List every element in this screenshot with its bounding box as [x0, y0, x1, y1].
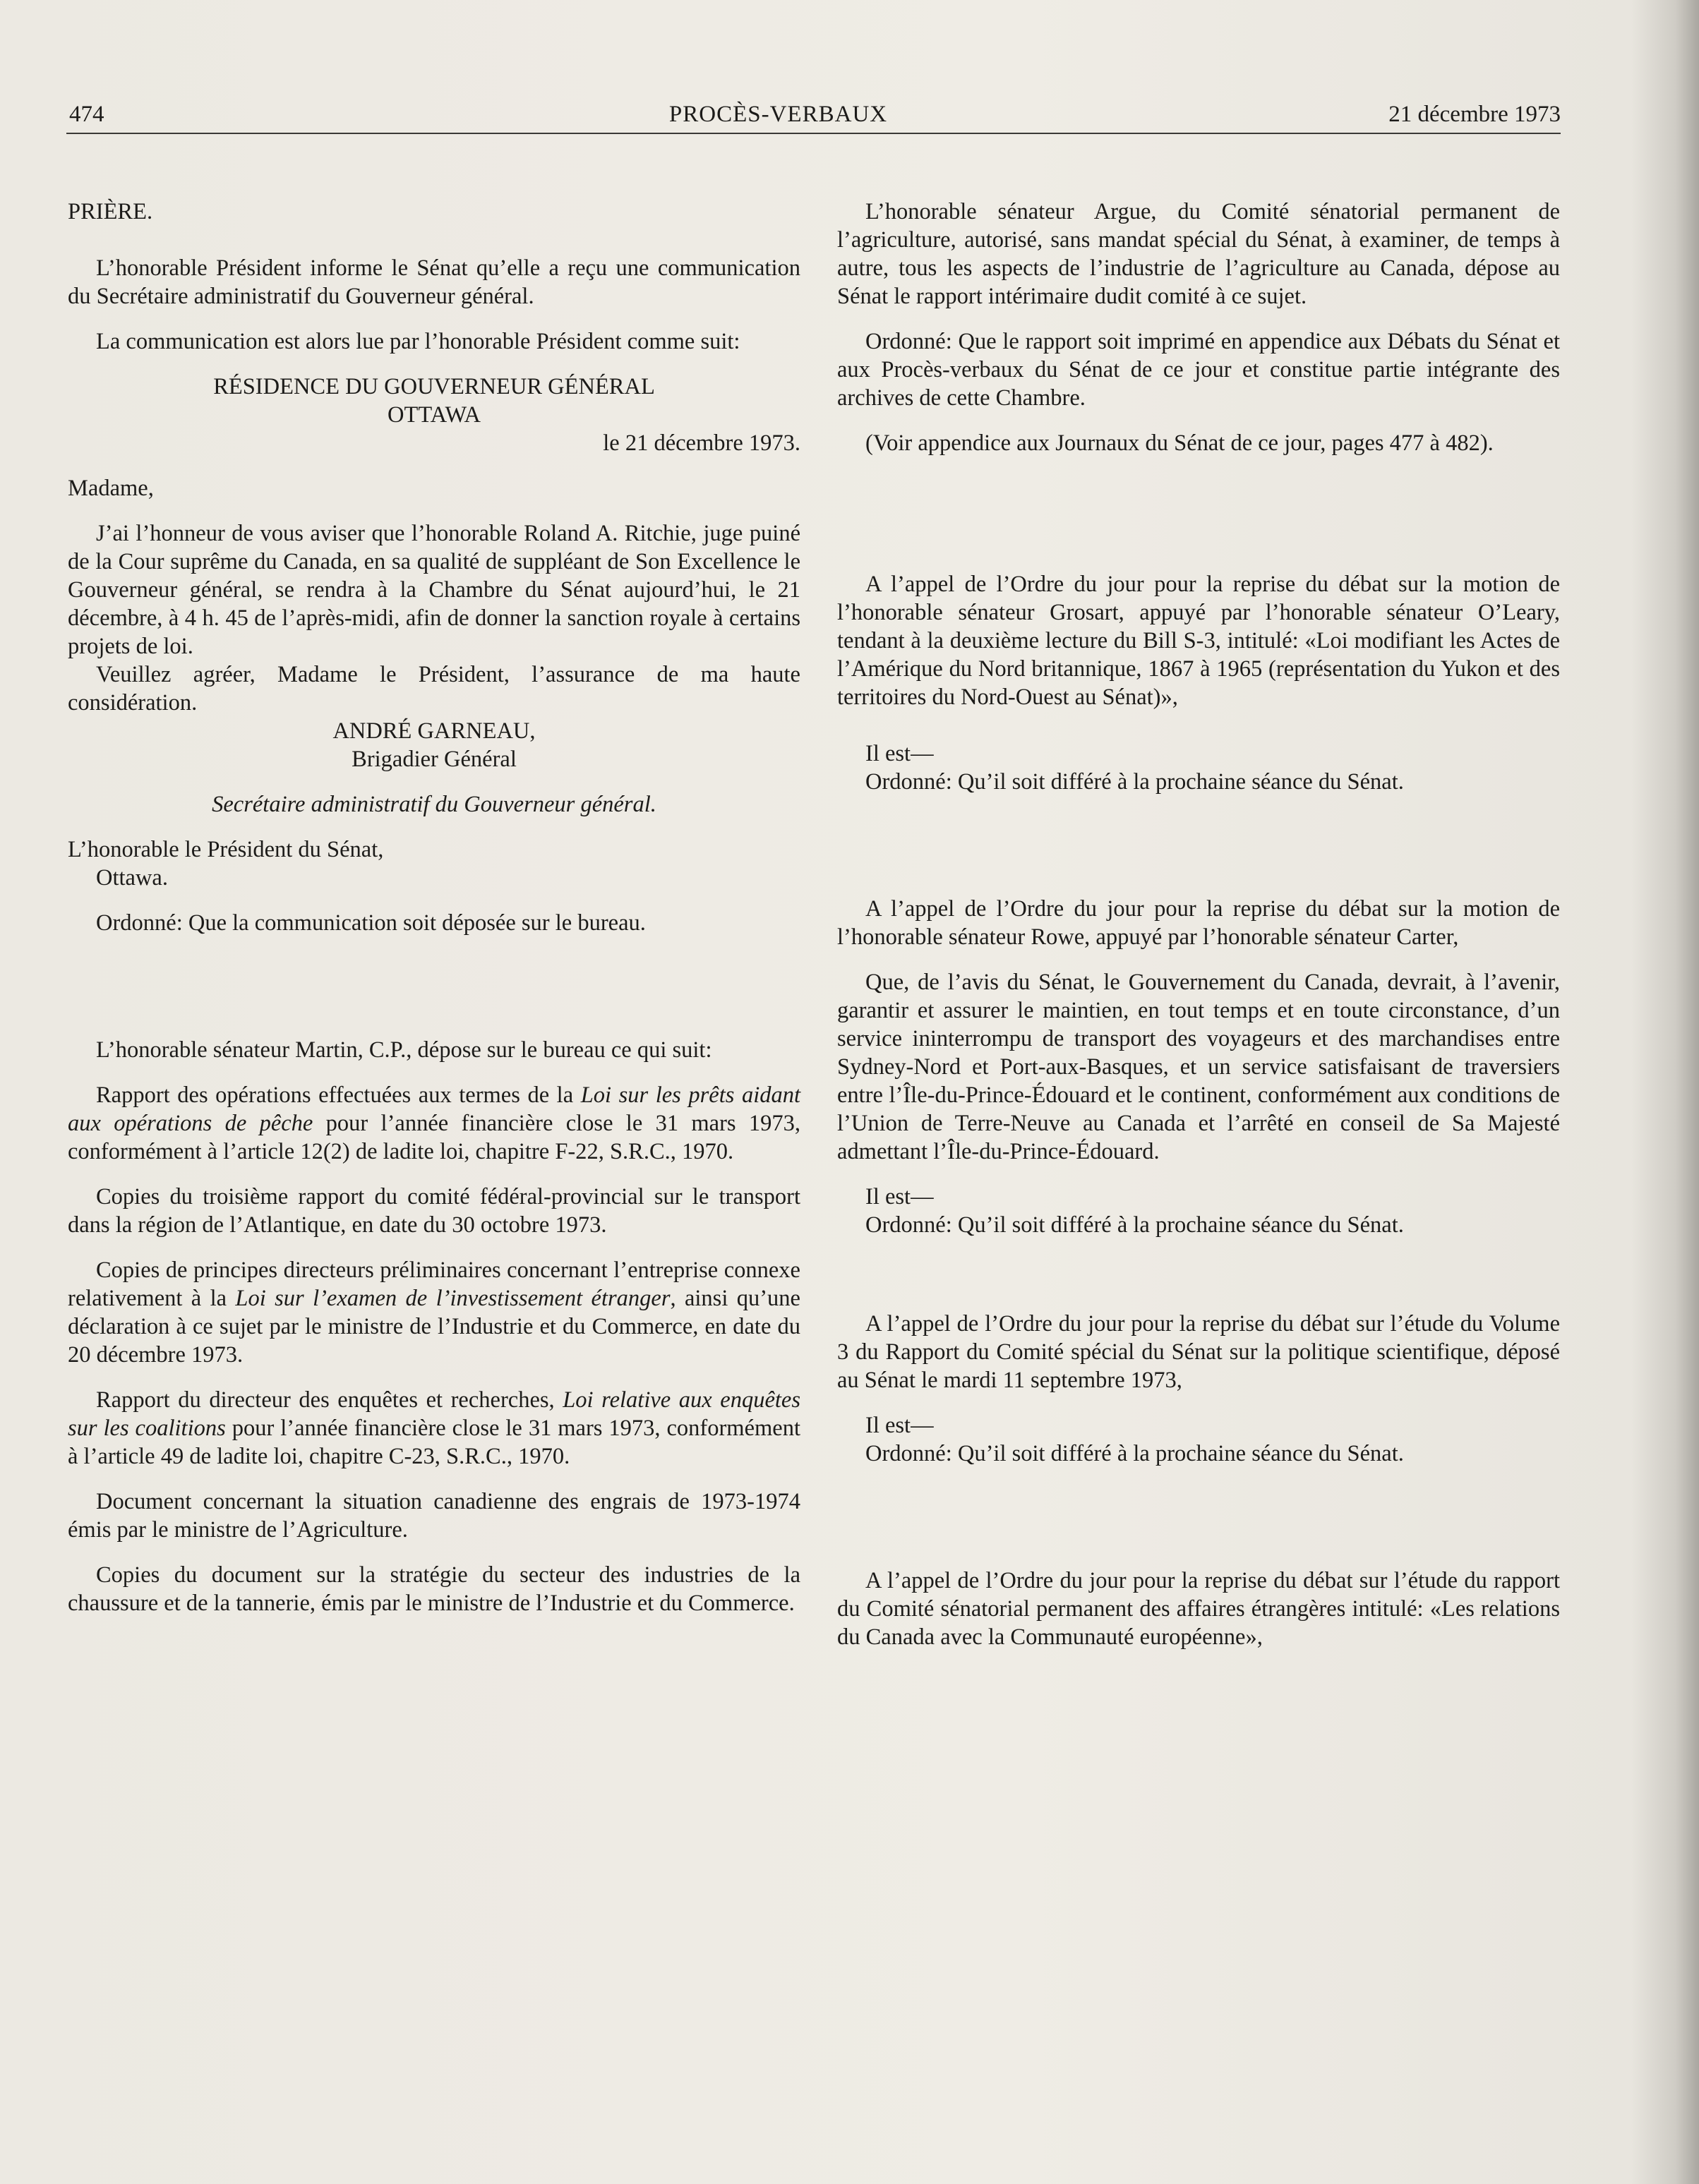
letter-date: le 21 décembre 1973.	[603, 430, 800, 456]
letter-heading-city: OTTAWA	[388, 402, 481, 428]
running-title: PROCÈS-VERBAUX	[668, 102, 888, 127]
document-item: Copies du troisième rapport du comité fédéral-provincial sur le transport dans la région de l’Atlantique, en date du 30 octobre 1973.	[68, 1184, 800, 1238]
paragraph-rowe: A l’appel de l’Ordre du jour pour la reprise du débat sur la motion de l’honorable sénateur Rowe, appuyé par l’honorable sénateur Carter,	[837, 896, 1560, 950]
letter-salutation: Madame,	[68, 476, 154, 501]
paragraph-grosart: A l’appel de l’Ordre du jour pour la reprise du débat sur la motion de l’honorable sénateur Grosart, appuyé par l’honorable sénateur O’Leary, tendant à la deuxième lecture du Bill S-3, intitulé: «Loi modifiant les Actes de l’Amérique du Nord britannique, 1867 à 1965 (représentation du Yukon et des territoires du Nord-Ouest au Sénat)»,	[837, 572, 1560, 710]
document-item: Copies de principes directeurs préliminaires concernant l’entreprise connexe relativement à la Loi sur l’examen de l’investissement étranger, ainsi qu’une déclaration à ce sujet par le ministre de l’Industrie et du Commerce, en date du 20 décembre 1973.	[68, 1257, 800, 1368]
paragraph-volume-3: A l’appel de l’Ordre du jour pour la reprise du débat sur l’étude du Volume 3 du Rapport du Comité spécial du Sénat sur la politique scientifique, déposé au Sénat le mardi 11 septembre 1973,	[837, 1311, 1560, 1393]
letter-body: J’ai l’honneur de vous aviser que l’honorable Roland A. Ritchie, juge puiné de la Cour suprême du Canada, en sa qualité de suppléant de Son Excellence le Gouverneur général, se rendra à la Chambre du Sénat aujourd’hui, le 21 décembre, à 4 h. 45 de l’après-midi, afin de donner la sanction royale à certains projets de loi.	[68, 521, 800, 659]
letter-closing: Veuillez agréer, Madame le Président, l’assurance de ma haute considération.	[68, 662, 800, 716]
document-item: Rapport du directeur des enquêtes et recherches, Loi relative aux enquêtes sur les coalitions pour l’année financière close le 31 mars 1973, conformément à l’article 49 de ladite loi, chapitre C-23, S.R.C., 1970.	[68, 1387, 800, 1469]
paragraph-argue: L’honorable sénateur Argue, du Comité sénatorial permanent de l’agriculture, autorisé, sans mandat spécial du Sénat, à examiner, de temps à autre, tous les aspects de l’industrie de l’agriculture au Canada, dépose au Sénat le rapport intérimaire dudit comité à ce sujet.	[837, 199, 1560, 309]
ordre-rowe: Ordonné: Qu’il soit différé à la prochaine séance du Sénat.	[865, 1212, 1404, 1238]
voir-appendice: (Voir appendice aux Journaux du Sénat de ce jour, pages 477 à 482).	[865, 430, 1494, 456]
letter-heading: RÉSIDENCE DU GOUVERNEUR GÉNÉRAL	[213, 374, 655, 399]
running-date: 21 décembre 1973	[1388, 102, 1561, 127]
paragraph-martin: L’honorable sénateur Martin, C.P., dépose sur le bureau ce qui suit:	[96, 1037, 712, 1063]
il-est: Il est—	[865, 741, 934, 766]
document-item: Rapport des opérations effectuées aux termes de la Loi sur les prêts aidant aux opérations de pêche pour l’année financière close le 31 mars 1973, conformément à l’article 12(2) de ladite loi, chapitre F-22, S.R.C., 1970.	[68, 1082, 801, 1164]
paragraph-affaires-etrangeres: A l’appel de l’Ordre du jour pour la reprise du débat sur l’étude du rapport du Comité sénatorial permanent des affaires étrangères intitulé: «Les relations du Canada avec la Communauté européenne»,	[837, 1568, 1560, 1650]
paragraph-communication: L’honorable Président informe le Sénat qu’elle a reçu une communication du Secrétaire administratif du Gouverneur général.	[68, 255, 800, 309]
addressee-line: L’honorable le Président du Sénat,	[68, 837, 384, 862]
header-rule	[66, 133, 1561, 134]
page-number: 474	[69, 102, 104, 127]
document-item: Copies du document sur la stratégie du secteur des industries de la chaussure et de la tannerie, émis par le ministre de l’Industrie et du Commerce.	[68, 1562, 800, 1616]
document-item: Document concernant la situation canadienne des engrais de 1973-1974 émis par le ministre de l’Agriculture.	[68, 1489, 800, 1543]
addressee-city: Ottawa.	[96, 865, 168, 891]
paragraph-lecture: La communication est alors lue par l’honorable Président comme suit:	[96, 329, 740, 354]
priere-heading: PRIÈRE.	[68, 199, 153, 224]
ordre-communication: Ordonné: Que la communication soit déposée sur le bureau.	[96, 910, 646, 936]
ordre-grosart: Ordonné: Qu’il soit différé à la prochaine séance du Sénat.	[865, 769, 1404, 795]
ordre-argue: Ordonné: Que le rapport soit imprimé en appendice aux Débats du Sénat et aux Procès-verbaux du Sénat de ce jour et constitue partie intégrante des archives de cette Chambre.	[837, 329, 1560, 411]
motion-rowe: Que, de l’avis du Sénat, le Gouvernement du Canada, devrait, à l’avenir, garantir et assurer le maintien, en tout temps et en toute circonstance, d’un service ininterrompu de transport des voyageurs et des marchandises entre Sydney-Nord et Port-aux-Basques, et un service satisfaisant de traversiers entre l’Île-du-Prince-Édouard et le continent, conformément aux conditions de l’Union de Terre-Neuve au Canada et l’arrêté en conseil de Sa Majesté admettant l’Île-du-Prince-Édouard.	[837, 970, 1560, 1164]
left-column	[68, 198, 800, 1617]
il-est: Il est—	[865, 1413, 934, 1438]
signer-rank: Brigadier Général	[352, 747, 517, 772]
right-column	[837, 198, 1560, 1651]
signer-title: Secrétaire administratif du Gouverneur général.	[212, 792, 656, 817]
ordre-volume-3: Ordonné: Qu’il soit différé à la prochaine séance du Sénat.	[865, 1441, 1404, 1466]
il-est: Il est—	[865, 1184, 934, 1209]
signer-name: ANDRÉ GARNEAU,	[332, 718, 536, 744]
